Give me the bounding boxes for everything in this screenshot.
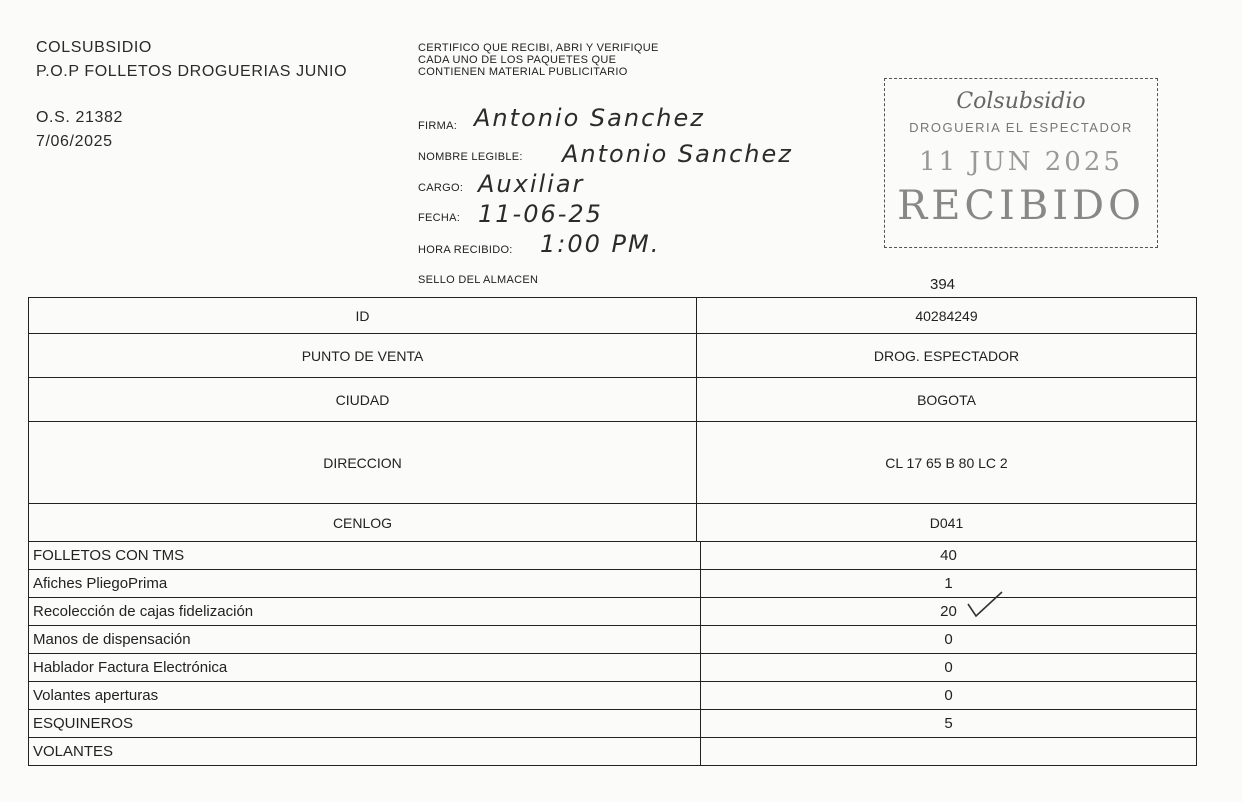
sello-label: SELLO DEL ALMACEN	[418, 274, 539, 286]
row-value: 40284249	[697, 298, 1197, 334]
table-row	[29, 504, 1197, 542]
page-number: 394	[930, 276, 956, 293]
row-label: PUNTO DE VENTA	[29, 334, 697, 378]
table-row	[29, 422, 1197, 504]
row-value: D041	[697, 504, 1197, 542]
table-row	[29, 570, 1197, 598]
row-value: DROG. ESPECTADOR	[697, 334, 1197, 378]
certificate-block	[418, 42, 678, 78]
table-row	[29, 682, 1197, 710]
certificate-text: CERTIFICO QUE RECIBI, ABRI Y VERIFIQUE CADA UNO DE LOS PAQUETES QUE CONTIENEN MATERIAL PUBLICITARIO	[418, 42, 659, 78]
item-label: Hablador Factura Electrónica	[29, 654, 701, 682]
order-number: O.S. 21382	[36, 109, 123, 126]
row-label: DIRECCION	[29, 422, 697, 504]
checkmark-icon	[966, 590, 1006, 620]
table-row	[29, 654, 1197, 682]
item-label: ESQUINEROS	[29, 710, 701, 738]
row-label: CIUDAD	[29, 378, 697, 422]
firma-signature: Antonio Sanchez	[474, 104, 705, 132]
row-value: CL 17 65 B 80 LC 2	[697, 422, 1197, 504]
item-label: FOLLETOS CON TMS	[29, 542, 701, 570]
stamp-date: 11 JUN 2025	[919, 147, 1123, 177]
item-label: Recolección de cajas fidelización	[29, 598, 701, 626]
item-label: Manos de dispensación	[29, 626, 701, 654]
hora-label: HORA RECIBIDO:	[418, 244, 513, 256]
stamp-store: DROGUERIA EL ESPECTADOR	[909, 120, 1133, 135]
table-row	[29, 298, 1197, 334]
item-value: 5	[701, 710, 1197, 738]
item-value	[701, 738, 1197, 766]
fecha-value: 11-06-25	[478, 200, 603, 228]
row-label: CENLOG	[29, 504, 697, 542]
items-table	[28, 541, 1197, 766]
received-stamp	[884, 78, 1158, 248]
document-date: 7/06/2025	[36, 133, 113, 150]
item-value: 40	[701, 542, 1197, 570]
cargo-label: CARGO:	[418, 182, 464, 194]
table-row	[29, 334, 1197, 378]
stamp-status: RECIBIDO	[897, 183, 1145, 229]
stamp-brand: Colsubsidio	[956, 89, 1086, 114]
item-value: 0	[701, 626, 1197, 654]
table-row	[29, 378, 1197, 422]
nombre-value: Antonio Sanchez	[562, 140, 793, 168]
table-row	[29, 598, 1197, 626]
item-value: 20	[701, 598, 1197, 626]
company-name: COLSUBSIDIO	[36, 39, 152, 56]
hora-value: 1:00 PM.	[540, 230, 661, 258]
firma-label: FIRMA:	[418, 120, 458, 132]
table-row	[29, 738, 1197, 766]
info-table	[28, 297, 1197, 542]
item-value: 0	[701, 654, 1197, 682]
campaign-title: P.O.P FOLLETOS DROGUERIAS JUNIO	[36, 63, 348, 80]
item-label: Volantes aperturas	[29, 682, 701, 710]
row-value: BOGOTA	[697, 378, 1197, 422]
table-row	[29, 542, 1197, 570]
item-label: VOLANTES	[29, 738, 701, 766]
table-row	[29, 710, 1197, 738]
cargo-value: Auxiliar	[478, 170, 585, 198]
header-block	[36, 36, 347, 154]
table-row	[29, 626, 1197, 654]
item-label: Afiches PliegoPrima	[29, 570, 701, 598]
item-value: 1	[701, 570, 1197, 598]
fecha-label: FECHA:	[418, 212, 461, 224]
nombre-label: NOMBRE LEGIBLE:	[418, 151, 523, 163]
item-value: 0	[701, 682, 1197, 710]
row-label: ID	[29, 298, 697, 334]
